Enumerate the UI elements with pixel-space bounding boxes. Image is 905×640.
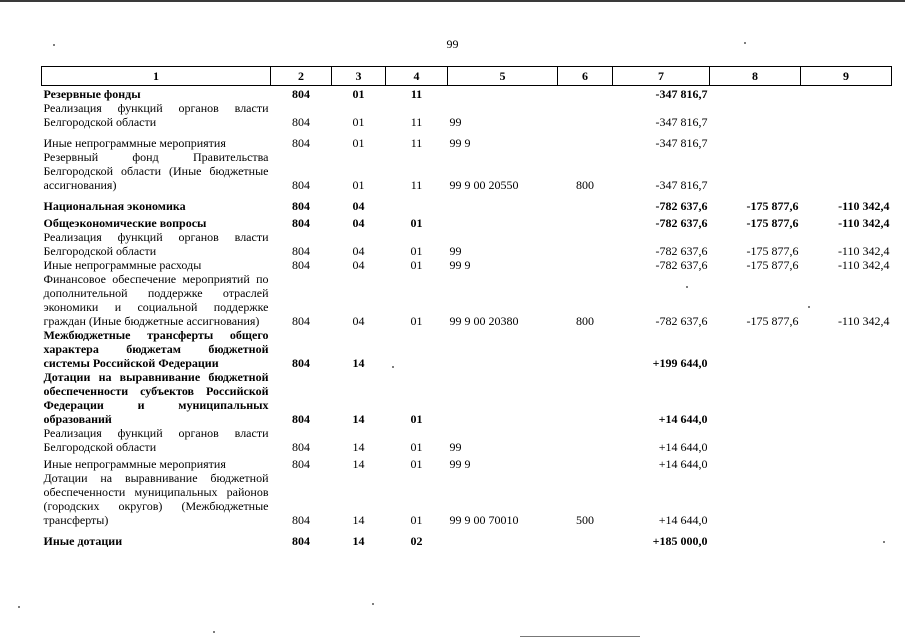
target-article-code [448, 86, 558, 102]
subsection-code: 11 [410, 115, 423, 129]
scan-edge-line [520, 636, 640, 637]
amount-col8: -175 877,6 [746, 216, 799, 230]
amount-col7: -347 816,7 [655, 136, 708, 150]
amount-col9: -110 342,4 [837, 244, 890, 258]
amount-col9 [801, 527, 892, 548]
subsection-code [386, 192, 448, 213]
amount-col8 [710, 426, 801, 454]
table-row [42, 86, 892, 102]
amount-col9 [801, 370, 892, 426]
target-article-code [448, 192, 558, 213]
column-header: 5 [448, 67, 558, 86]
scan-speck [744, 42, 746, 44]
table-row [42, 213, 892, 230]
expense-type-code [558, 230, 613, 258]
row-name: Иные дотации [43, 534, 123, 548]
page-top-border [0, 0, 905, 2]
amount-col9 [801, 86, 892, 102]
amount-col9 [801, 129, 892, 150]
row-name: Иные непрограммные мероприятия [43, 457, 226, 471]
column-header: 6 [558, 67, 613, 86]
scan-speck [213, 631, 215, 633]
subsection-code: 01 [410, 457, 423, 471]
row-name: Дотации на выравнивание бюджетной обеспеченности муниципальных районов (городских округов) (Межбюджетные трансферты) [43, 471, 269, 527]
amount-col7: +14 644,0 [658, 412, 708, 426]
target-article-code [448, 328, 558, 370]
table-row [42, 150, 892, 192]
amount-col8: -175 877,6 [746, 258, 799, 272]
target-article-code: 99 [449, 115, 462, 129]
subsection-code: 01 [410, 513, 423, 527]
amount-col9: -110 342,4 [838, 216, 890, 230]
target-article-code: 99 [449, 440, 462, 454]
section-code: 04 [352, 314, 365, 328]
amount-col8 [710, 454, 801, 471]
section-code: 04 [352, 244, 365, 258]
amount-col7: -782 637,6 [655, 244, 708, 258]
amount-col7: -782 637,6 [655, 258, 708, 272]
section-code: 14 [352, 457, 365, 471]
expense-type-code [558, 213, 613, 230]
subsection-code: 01 [410, 216, 423, 230]
ministry-code: 804 [292, 457, 310, 471]
table-row [42, 101, 892, 129]
ministry-code: 804 [292, 136, 310, 150]
target-article-code: 99 9 00 20550 [449, 178, 519, 192]
amount-col7: -782 637,6 [655, 199, 708, 213]
section-code: 14 [352, 513, 365, 527]
ministry-code: 804 [292, 412, 310, 426]
row-name: Общеэкономические вопросы [43, 216, 207, 230]
table-row [42, 454, 892, 471]
subsection-code [386, 328, 448, 370]
amount-col7: +14 644,0 [658, 513, 708, 527]
expense-type-code [558, 426, 613, 454]
ministry-code: 804 [292, 258, 310, 272]
amount-col9 [801, 328, 892, 370]
subsection-code: 11 [410, 178, 423, 192]
expense-type-code [558, 129, 613, 150]
ministry-code: 804 [292, 440, 310, 454]
expense-type-code: 800 [576, 178, 594, 192]
ministry-code: 804 [292, 534, 310, 548]
target-article-code: 99 9 00 70010 [449, 513, 519, 527]
amount-col9 [801, 471, 892, 527]
subsection-code: 01 [410, 440, 423, 454]
expense-type-code: 800 [576, 314, 594, 328]
subsection-code: 01 [410, 258, 423, 272]
table-row [42, 129, 892, 150]
ministry-code: 804 [292, 356, 310, 370]
amount-col9: -110 342,4 [837, 314, 890, 328]
table-header-row [42, 67, 892, 86]
subsection-code: 11 [410, 136, 423, 150]
section-code: 14 [352, 356, 365, 370]
table-row [42, 426, 892, 454]
target-article-code: 99 9 [449, 136, 471, 150]
ministry-code: 804 [292, 244, 310, 258]
column-header: 1 [42, 67, 271, 86]
row-name: Иные непрограммные мероприятия [43, 136, 226, 150]
amount-col7: -782 637,6 [655, 216, 708, 230]
section-code: 01 [352, 136, 365, 150]
column-header: 8 [710, 67, 801, 86]
table-row [42, 527, 892, 548]
ministry-code: 804 [292, 87, 310, 101]
expense-type-code [558, 328, 613, 370]
expense-type-code [558, 454, 613, 471]
amount-col7: +14 644,0 [658, 457, 708, 471]
amount-col8 [710, 101, 801, 129]
amount-col9: -110 342,4 [837, 258, 890, 272]
row-name: Дотации на выравнивание бюджетной обеспеченности субъектов Российской Федерации и муниципальных образований [43, 370, 269, 426]
section-code: 14 [352, 440, 365, 454]
amount-col8: -175 877,6 [746, 199, 799, 213]
column-header: 3 [332, 67, 386, 86]
table-row [42, 471, 892, 527]
row-name: Реализация функций органов власти Белгородской области [43, 230, 269, 258]
expense-type-code [558, 527, 613, 548]
ministry-code: 804 [292, 513, 310, 527]
row-name: Национальная экономика [43, 199, 186, 213]
amount-col8: -175 877,6 [746, 244, 799, 258]
expense-type-code: 500 [576, 513, 594, 527]
section-code: 01 [352, 178, 365, 192]
target-article-code [448, 527, 558, 548]
scan-speck [53, 44, 55, 46]
amount-col8 [710, 471, 801, 527]
row-name: Реализация функций органов власти Белгородской области [43, 101, 269, 129]
amount-col7: +199 644,0 [652, 356, 708, 370]
row-name: Резервные фонды [43, 87, 141, 101]
amount-col8 [710, 328, 801, 370]
section-code: 04 [352, 199, 365, 213]
amount-col8 [710, 370, 801, 426]
subsection-code: 01 [410, 244, 423, 258]
column-header: 9 [801, 67, 892, 86]
target-article-code: 99 [449, 244, 462, 258]
subsection-code: 11 [410, 87, 423, 101]
row-name: Иные непрограммные расходы [43, 258, 202, 272]
amount-col8 [710, 527, 801, 548]
table-row [42, 328, 892, 370]
amount-col8 [710, 129, 801, 150]
amount-col8 [710, 150, 801, 192]
section-code: 01 [352, 115, 365, 129]
amount-col9 [801, 101, 892, 129]
target-article-code: 99 9 [449, 258, 471, 272]
ministry-code: 804 [292, 115, 310, 129]
ministry-code: 804 [292, 199, 310, 213]
table-row [42, 272, 892, 328]
target-article-code: 99 9 00 20380 [449, 314, 519, 328]
expense-type-code [558, 86, 613, 102]
amount-col7: +14 644,0 [658, 440, 708, 454]
ministry-code: 804 [292, 314, 310, 328]
expense-type-code [558, 370, 613, 426]
amount-col7: -347 816,7 [655, 178, 708, 192]
expense-type-code [558, 101, 613, 129]
table-row [42, 230, 892, 258]
amount-col9: -110 342,4 [838, 199, 890, 213]
subsection-code: 01 [410, 314, 423, 328]
row-name: Реализация функций органов власти Белгородской области [43, 426, 269, 454]
subsection-code: 01 [410, 412, 423, 426]
amount-col8 [710, 86, 801, 102]
section-code: 04 [352, 258, 365, 272]
expense-type-code [558, 258, 613, 272]
ministry-code: 804 [292, 216, 310, 230]
table-row [42, 192, 892, 213]
row-name: Резервный фонд Правительства Белгородской области (Иные бюджетные ассигнования) [43, 150, 269, 192]
target-article-code [448, 370, 558, 426]
page-number: 99 [446, 37, 459, 51]
table-row [42, 258, 892, 272]
scan-speck [372, 603, 374, 605]
amount-col9 [801, 426, 892, 454]
amount-col9 [801, 454, 892, 471]
section-code: 04 [352, 216, 365, 230]
subsection-code: 02 [410, 534, 423, 548]
target-article-code: 99 9 [449, 457, 471, 471]
section-code: 14 [352, 534, 365, 548]
amount-col7: -347 816,7 [655, 115, 708, 129]
row-name: Финансовое обеспечение мероприятий по дополнительной поддержке отраслей экономики и социальной поддержке граждан (Иные бюджетные ассигнования) [43, 272, 269, 328]
amount-col8: -175 877,6 [746, 314, 799, 328]
amount-col9 [801, 150, 892, 192]
budget-table [41, 66, 892, 548]
amount-col7: -782 637,6 [655, 314, 708, 328]
column-header: 2 [271, 67, 332, 86]
amount-col7: -347 816,7 [655, 87, 708, 101]
column-header: 4 [386, 67, 448, 86]
section-code: 14 [352, 412, 365, 426]
column-header: 7 [613, 67, 710, 86]
row-name: Межбюджетные трансферты общего характера бюджетам бюджетной системы Российской Федерации [43, 328, 269, 370]
table-row [42, 370, 892, 426]
scan-speck [18, 606, 20, 608]
amount-col7: +185 000,0 [652, 534, 708, 548]
expense-type-code [558, 192, 613, 213]
target-article-code [448, 213, 558, 230]
section-code: 01 [352, 87, 365, 101]
ministry-code: 804 [292, 178, 310, 192]
